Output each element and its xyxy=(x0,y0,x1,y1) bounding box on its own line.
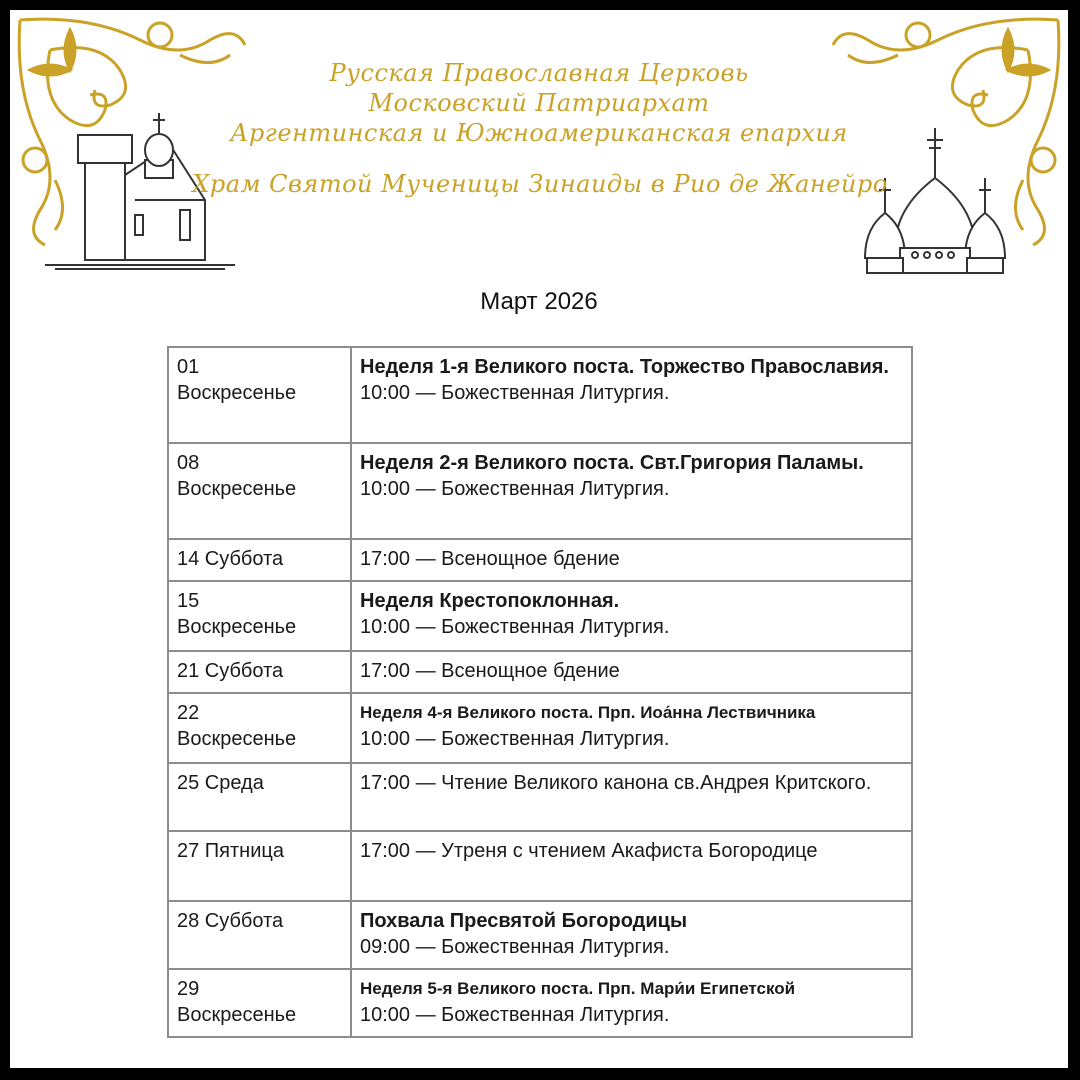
service-time: 17:00 — Утреня с чтением Акафиста Богородице xyxy=(360,840,818,862)
schedule-row xyxy=(168,539,912,581)
schedule-row xyxy=(168,651,912,693)
feast-name: Неделя 2-я Великого поста. Свт.Григория Паламы. xyxy=(360,452,864,474)
weekday: Воскресенье xyxy=(177,616,297,638)
month-title: Март 2026 xyxy=(480,288,598,315)
schedule-row xyxy=(168,581,912,651)
day-number: 08 xyxy=(177,452,200,474)
event-cell xyxy=(351,443,912,539)
schedule-row xyxy=(168,693,912,763)
event-cell xyxy=(351,831,912,901)
page-frame xyxy=(10,10,1068,1068)
day-number: 29 xyxy=(177,978,200,1000)
event-cell xyxy=(351,969,912,1037)
date-cell: 14 Суббота xyxy=(168,539,351,581)
date-cell xyxy=(168,581,351,651)
schedule-row xyxy=(168,831,912,901)
day-number: 01 xyxy=(177,356,200,378)
date-cell: 21 Суббота xyxy=(168,651,351,693)
date-cell xyxy=(168,347,351,443)
day-number: 22 xyxy=(177,702,200,724)
church-title: Храм Святой Мученицы Зинаиды в Рио де Жанейро xyxy=(192,170,888,198)
schedule-row xyxy=(168,443,912,539)
event-cell xyxy=(351,651,912,693)
service-time: 10:00 — Божественная Литургия. xyxy=(360,728,670,750)
feast-name: Неделя 5-я Великого поста. Прп. Мари́и Египетской xyxy=(360,979,796,998)
event-cell xyxy=(351,693,912,763)
diocese-header xyxy=(10,58,1068,148)
feast-name: Похвала Пресвятой Богородицы xyxy=(360,910,688,932)
weekday: Воскресенье xyxy=(177,478,297,500)
event-cell xyxy=(351,539,912,581)
schedule-row xyxy=(168,901,912,969)
schedule-row xyxy=(168,763,912,831)
feast-name: Неделя 1-я Великого поста. Торжество Православия. xyxy=(360,356,889,378)
header-church-name: Русская Православная Церковь xyxy=(329,59,749,87)
date-cell: 25 Среда xyxy=(168,763,351,831)
feast-name: Неделя 4-я Великого поста. Прп. Иоа́нна Лествичника xyxy=(360,703,816,722)
event-cell xyxy=(351,763,912,831)
weekday: Воскресенье xyxy=(177,728,297,750)
service-time: 10:00 — Божественная Литургия. xyxy=(360,1004,670,1026)
event-cell xyxy=(351,581,912,651)
event-cell xyxy=(351,347,912,443)
weekday: Воскресенье xyxy=(177,382,297,404)
weekday: Воскресенье xyxy=(177,1004,297,1026)
service-time: 17:00 — Чтение Великого канона св.Андрея Критского. xyxy=(360,772,872,794)
schedule-row xyxy=(168,969,912,1037)
date-cell xyxy=(168,693,351,763)
date-cell: 28 Суббота xyxy=(168,901,351,969)
header-diocese: Аргентинская и Южноамериканская епархия xyxy=(230,119,848,147)
event-cell xyxy=(351,901,912,969)
date-cell xyxy=(168,443,351,539)
date-cell xyxy=(168,969,351,1037)
service-time: 10:00 — Божественная Литургия. xyxy=(360,616,670,638)
service-time: 10:00 — Божественная Литургия. xyxy=(360,382,670,404)
schedule-row xyxy=(168,347,912,443)
header-patriarchate: Московский Патриархат xyxy=(368,89,710,117)
schedule-table xyxy=(167,346,913,1038)
service-time: 17:00 — Всенощное бдение xyxy=(360,660,620,682)
service-time: 10:00 — Божественная Литургия. xyxy=(360,478,670,500)
service-time: 17:00 — Всенощное бдение xyxy=(360,548,620,570)
service-time: 09:00 — Божественная Литургия. xyxy=(360,936,670,958)
feast-name: Неделя Крестопоклонная. xyxy=(360,590,620,612)
day-number: 15 xyxy=(177,590,200,612)
date-cell: 27 Пятница xyxy=(168,831,351,901)
